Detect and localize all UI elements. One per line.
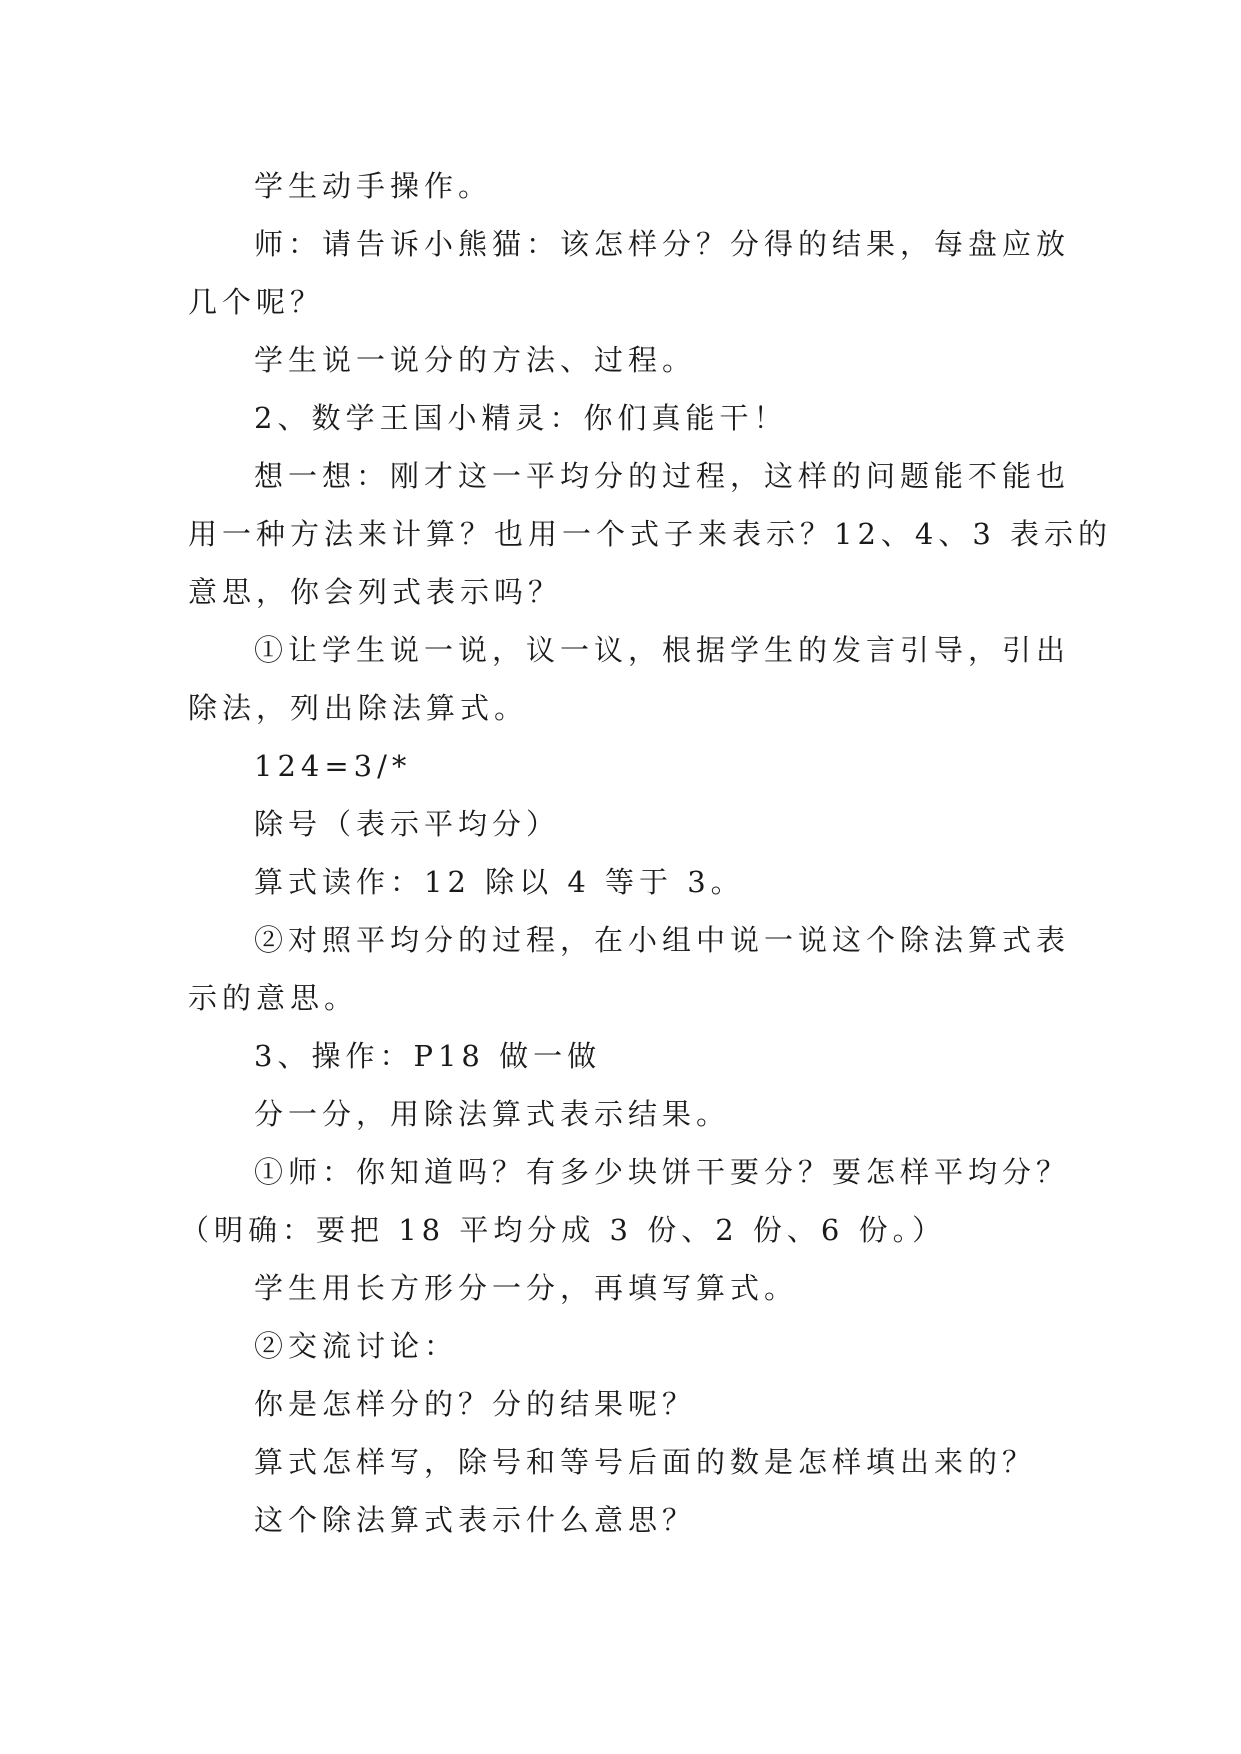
paragraph-line: 学生动手操作。 [254,169,493,203]
paragraph-line: 分一分，用除法算式表示结果。 [254,1097,731,1131]
paragraph-line: （明确：要把 18 平均分成 3 份、2 份、6 份。） [180,1213,947,1247]
paragraph-line: ①师：你知道吗？有多少块饼干要分？要怎样平均分？ [254,1155,1071,1189]
paragraph-line: 几个呢？ [188,285,325,319]
paragraph-line: 算式读作：12 除以 4 等于 3。 [254,865,745,899]
paragraph-line: ②对照平均分的过程，在小组中说一说这个除法算式表 [254,923,1071,957]
paragraph-line: 除法，列出除法算式。 [188,691,529,725]
paragraph-line: 用一种方法来计算？也用一个式子来表示？12、4、3 表示的 [188,517,1113,551]
paragraph-line: 学生说一说分的方法、过程。 [254,343,697,377]
paragraph-line: ②交流讨论： [254,1329,459,1363]
paragraph-line: ①让学生说一说，议一议，根据学生的发言引导，引出 [254,633,1071,667]
paragraph-line: 除号（表示平均分） [254,807,561,841]
paragraph-line: 想一想：刚才这一平均分的过程，这样的问题能不能也 [254,459,1071,493]
paragraph-line: 这个除法算式表示什么意思？ [254,1503,697,1537]
paragraph-line: 示的意思。 [188,981,359,1015]
paragraph-line: 学生用长方形分一分，再填写算式。 [254,1271,799,1305]
paragraph-line: 师：请告诉小熊猫：该怎样分？分得的结果，每盘应放 [254,227,1071,261]
paragraph-line: 3、操作：P18 做一做 [254,1039,602,1073]
paragraph-line: 算式怎样写，除号和等号后面的数是怎样填出来的？ [254,1445,1037,1479]
paragraph-line: 意思，你会列式表示吗？ [188,575,563,609]
paragraph-line: 2、数学王国小精灵：你们真能干！ [254,401,788,435]
equation-line: 124=3/* [254,749,412,783]
paragraph-line: 你是怎样分的？分的结果呢？ [254,1387,697,1421]
